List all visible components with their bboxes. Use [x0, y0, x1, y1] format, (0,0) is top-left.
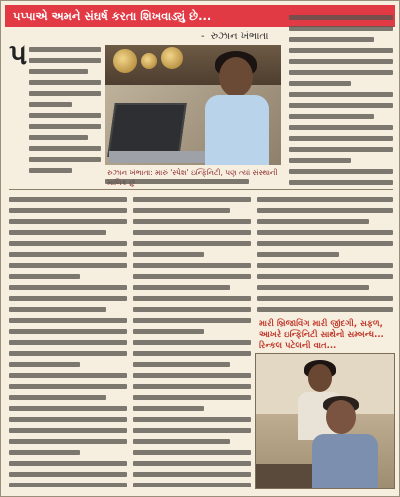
- lower-middle-column: [133, 197, 251, 487]
- article-headline: પપ્પાએ અમને સંઘર્ષ કરતા શિખવાડ્યું છે...: [5, 5, 395, 27]
- laptop-icon: [107, 103, 187, 157]
- person-head: [326, 400, 356, 434]
- trophy-icon: [113, 49, 137, 73]
- intro-column: [29, 47, 101, 179]
- right-top-column: [289, 15, 393, 187]
- photo-caption: રુઝાન ખંભાતા: મારું 'સ્પેશ' ઇન્ફિનિટી, પણ ત્યાં સંસ્થાની: [107, 168, 278, 177]
- inset-photo-title: મારી બ્રિજાવિંગ મારી જીંદગી, સફળ, આખરે ઇન્ફિનિટી સાથેનો સમ્બન્ધ... રિન્કલ પટેલની વાત...: [259, 319, 384, 351]
- section-divider: [9, 189, 393, 190]
- laptop-base: [109, 151, 205, 163]
- person-body: [205, 95, 269, 165]
- byline-dash: -: [201, 31, 205, 42]
- byline: [201, 31, 269, 42]
- trophy-icon: [161, 47, 183, 69]
- drop-cap: પ: [9, 38, 28, 71]
- person-head: [219, 57, 253, 97]
- mid-top-column: [105, 179, 281, 187]
- trophy-icon: [141, 53, 157, 69]
- person-head: [308, 364, 332, 392]
- person-body: [312, 434, 378, 489]
- lower-right-column: [257, 197, 393, 315]
- article-photo-two-people: [255, 353, 395, 489]
- lower-left-column: [9, 197, 127, 487]
- article-photo-woman-at-desk: [105, 45, 281, 165]
- byline-name: રુઝાન ખંભાતા: [210, 31, 269, 42]
